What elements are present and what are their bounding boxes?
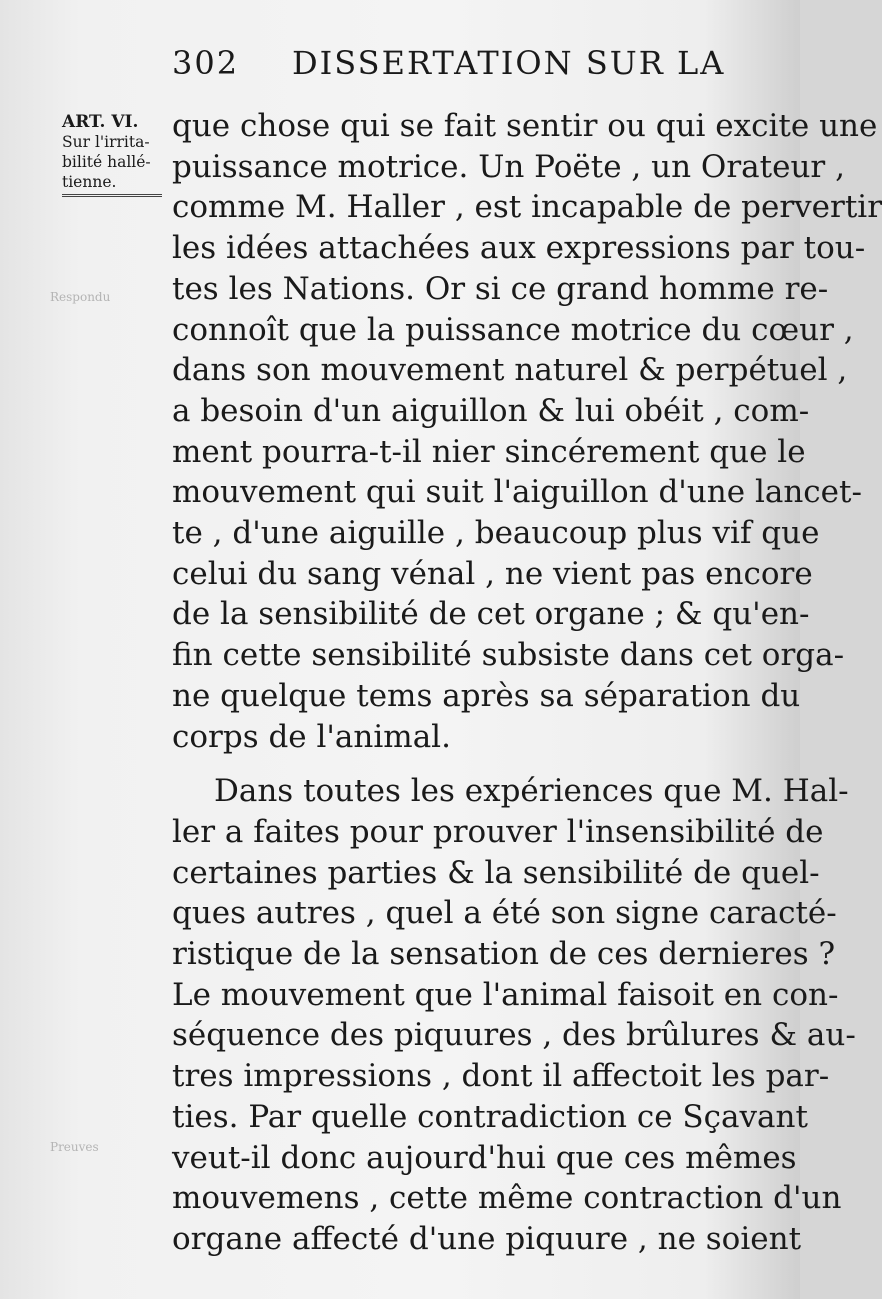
text-line: organe affecté d'une piquure , ne soient [172, 1220, 802, 1257]
text-line: ristique de la sensation de ces dernieres ? [172, 936, 836, 973]
text-line: a besoin d'un aiguillon & lui obéit , com- [172, 392, 810, 429]
text-line: ques autres , quel a été son signe caracté- [172, 895, 837, 932]
margin-note [62, 112, 172, 197]
text-line: puissance motrice. Un Poëte , un Orateur , [172, 148, 845, 185]
text-line: mouvemens , cette même contraction d'un [172, 1180, 842, 1217]
text-line: ties. Par quelle contradiction ce Sçavant [172, 1098, 808, 1135]
text-line: fin cette sensibilité subsiste dans cet orga- [172, 637, 845, 674]
margin-note-line: tienne. [62, 173, 117, 191]
text-line: Le mouvement que l'animal faisoit en con- [172, 976, 839, 1013]
text-line: Dans toutes les expériences que M. Hal- [214, 773, 849, 810]
text-line: de la sensibilité de cet organe ; & qu'en- [172, 596, 810, 633]
text-line: ler a faites pour prouver l'insensibilité de [172, 813, 824, 850]
text-line: corps de l'animal. [172, 718, 451, 755]
text-line: mouvement qui suit l'aiguillon d'une lancet- [172, 474, 862, 511]
text-line: veut-il donc aujourd'hui que ces mêmes [172, 1139, 797, 1176]
text-line: connoît que la puissance motrice du cœur , [172, 311, 854, 348]
text-line: comme M. Haller , est incapable de pervertir [172, 189, 882, 226]
paragraph-gap [172, 757, 750, 771]
text-line: tres impressions , dont il affectoit les par- [172, 1058, 830, 1095]
running-title: DISSERTATION SUR LA [292, 44, 726, 82]
margin-note-rule [62, 194, 162, 197]
text-line: séquence des piquures , des brûlures & au- [172, 1017, 856, 1054]
text-line: ne quelque tems après sa séparation du [172, 677, 801, 714]
text-line: dans son mouvement naturel & perpétuel , [172, 352, 848, 389]
text-line: te , d'une aiguille , beaucoup plus vif que [172, 515, 820, 552]
text-line: certaines parties & la sensibilité de quel- [172, 854, 820, 891]
text-line: que chose qui se fait sentir ou qui excite une [172, 108, 878, 144]
text-line: tes les Nations. Or si ce grand homme re- [172, 270, 829, 307]
margin-note-line: bilité hallé- [62, 153, 151, 171]
text-line: ment pourra-t-il nier sincérement que le [172, 433, 806, 470]
paragraph-1 [172, 106, 882, 757]
paragraph-2 [172, 771, 856, 1259]
page-number: 302 [172, 44, 240, 82]
main-text [172, 106, 882, 1260]
bleed-through-text: Respondu [50, 290, 111, 304]
bleed-through-text: Preuves [50, 1140, 99, 1154]
text-line: les idées attachées aux expressions par tou- [172, 230, 866, 267]
margin-note-line: Sur l'irrita- [62, 133, 150, 151]
article-label: ART. VI. [62, 112, 139, 132]
running-header [172, 44, 732, 82]
text-line: celui du sang vénal , ne vient pas encore [172, 555, 813, 592]
